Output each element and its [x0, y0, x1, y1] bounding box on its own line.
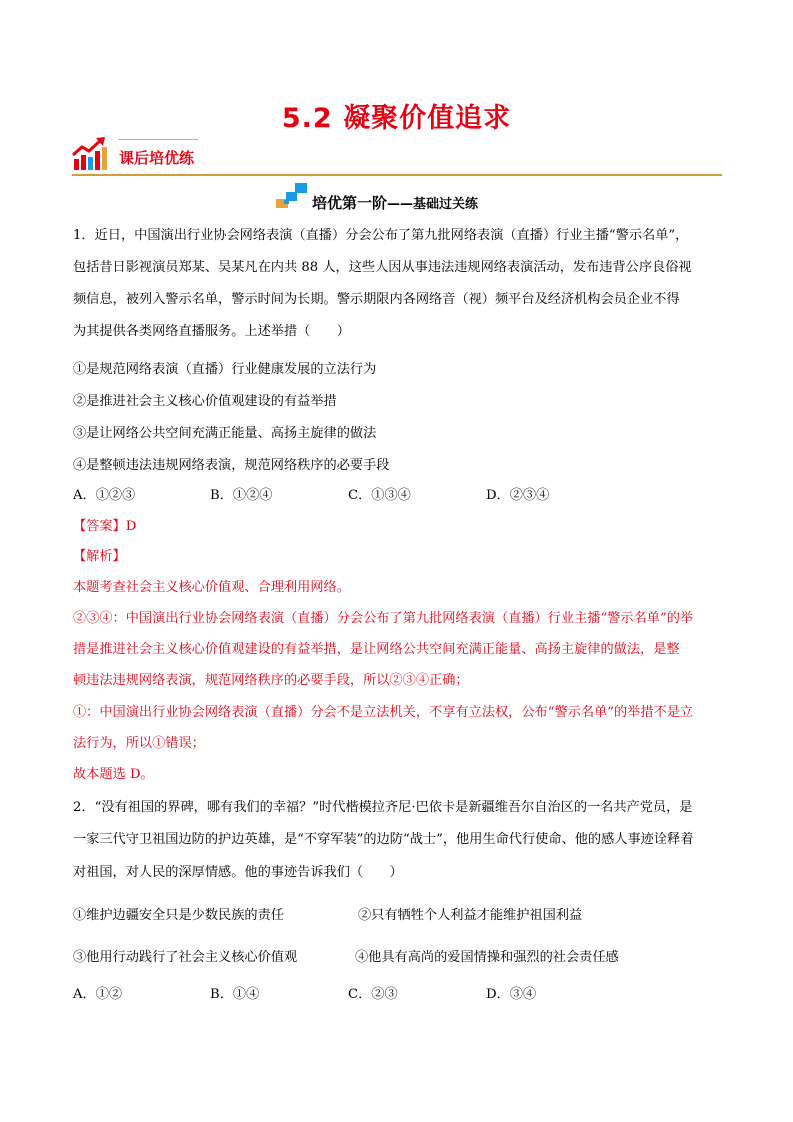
- q1-statement: ②是推进社会主义核心价值观建设的有益举措: [73, 394, 337, 409]
- q2-statement: ①维护边疆安全只是少数民族的责任: [73, 908, 284, 923]
- page-title: 5.2 凝聚价值追求: [281, 103, 512, 134]
- section-divider: [72, 174, 722, 176]
- q2-statement-row: [0, 909, 793, 925]
- stage-title-main: 培优第一阶: [312, 194, 388, 212]
- q1-stem-line: 为其提供各类网络直播服务。上述举措（ ）: [73, 324, 350, 339]
- q2-statement: ②只有牺牲个人利益才能维护祖国利益: [358, 908, 583, 923]
- q1-option-c: C．①③④: [348, 488, 411, 503]
- q2-option-d: D．③④: [486, 987, 537, 1002]
- q2-option-b: B．①④: [210, 987, 260, 1002]
- q1-options: [0, 489, 793, 505]
- q2-options: [0, 988, 793, 1004]
- q1-analysis-line: 本题考查社会主义核心价值观、合理利用网络。: [73, 580, 350, 595]
- q1-answer: 【答案】D: [73, 519, 137, 534]
- q1-analysis-line: ②③④：中国演出行业协会网络表演（直播）分会公布了第九批网络表演（直播）行业主播“警示名单”的举: [73, 611, 694, 626]
- q1-analysis-label: 【解析】: [73, 549, 126, 564]
- q2-statement: ④他具有高尚的爱国情操和强烈的社会责任感: [355, 950, 619, 965]
- q1-statement: ③是让网络公共空间充满正能量、高扬主旋律的做法: [73, 426, 377, 441]
- stairs-icon: [276, 181, 308, 209]
- q1-analysis-line: 法行为，所以①错误；: [73, 736, 205, 751]
- q2-option-c: C．②③: [348, 987, 398, 1002]
- section-label: 课后培优练: [119, 149, 195, 167]
- section-header-accent-line: [118, 139, 198, 140]
- stage-title-sub: ——基础过关练: [387, 197, 479, 212]
- q2-stem-line: 一家三代守卫祖国边防的护边英雄，是“不穿军装”的边防“战士”，他用生命代行使命、他的感人事迹诠释着: [73, 832, 694, 847]
- q1-stem-line: 包括昔日影视演员郑某、吴某凡在内共 88 人，这些人因从事违法违规网络表演活动，发布违背公序良俗视: [73, 260, 692, 275]
- q1-option-b: B．①②④: [210, 488, 273, 503]
- q1-stem-line: 1．近日，中国演出行业协会网络表演（直播）分会公布了第九批网络表演（直播）行业主播“警示名单”，: [73, 228, 689, 243]
- rising-bar-chart-icon: [72, 137, 108, 171]
- q2-statement: ③他用行动践行了社会主义核心价值观: [73, 950, 298, 965]
- q1-option-a: A．①②③: [73, 488, 136, 503]
- q1-analysis-line: 措是推进社会主义核心价值观建设的有益举措，是让网络公共空间充满正能量、高扬主旋律的做法，是整: [73, 642, 680, 657]
- q2-stem-line: 对祖国，对人民的深厚情感。他的事迹告诉我们（ ）: [73, 865, 403, 880]
- q1-stem-line: 频信息，被列入警示名单，警示时间为长期。警示期限内各网络音（视）频平台及经济机构会员企业不得: [73, 292, 680, 307]
- q1-statement: ①是规范网络表演（直播）行业健康发展的立法行为: [73, 362, 377, 377]
- q1-analysis-line: ①：中国演出行业协会网络表演（直播）分会不是立法机关，不享有立法权，公布“警示名单”的举措不是立: [73, 705, 694, 720]
- q1-statement: ④是整顿违法违规网络表演，规范网络秩序的必要手段: [73, 458, 390, 473]
- q1-analysis-line: 故本题选 D。: [73, 767, 154, 782]
- q2-option-a: A．①②: [73, 987, 123, 1002]
- q1-option-d: D．②③④: [486, 488, 550, 503]
- q2-statement-row: [0, 951, 793, 967]
- q1-analysis-line: 顿违法违规网络表演，规范网络秩序的必要手段，所以②③④正确；: [73, 673, 469, 688]
- q2-stem-line: 2．“没有祖国的界碑，哪有我们的幸福？”时代楷模拉齐尼·巴依卡是新疆维吾尔自治区的一名共产党员，是: [73, 800, 693, 815]
- stage-heading: [312, 192, 478, 213]
